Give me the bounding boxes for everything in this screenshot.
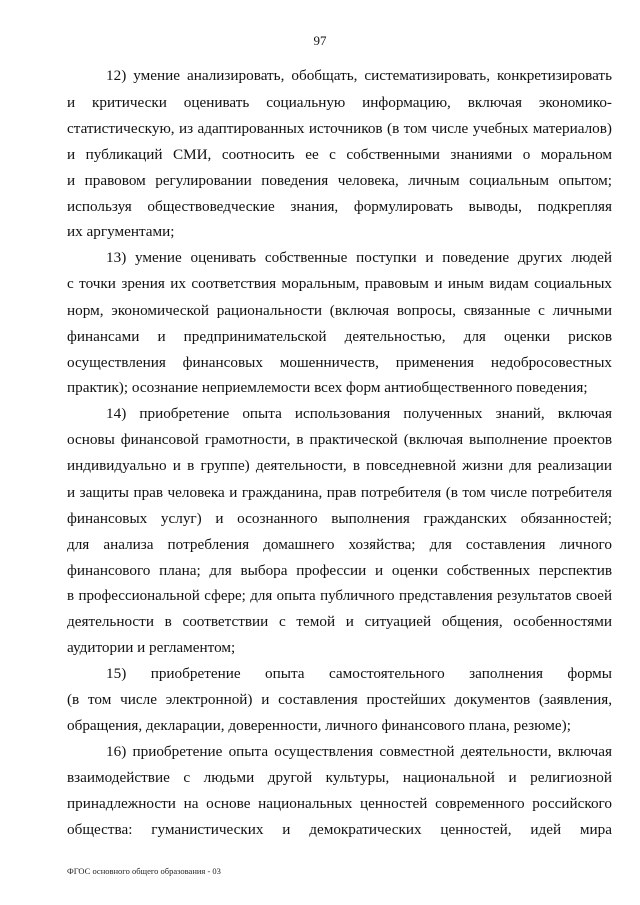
text-line: аудитории и регламентом; bbox=[67, 639, 236, 656]
page-number: 97 bbox=[313, 33, 327, 48]
text-line: 12) умение анализировать, обобщать, систематизировать, конкретизировать bbox=[106, 67, 612, 84]
text-line: деятельности в соответствии с темой и ситуацией общения, особенностями bbox=[67, 613, 612, 630]
text-line: и критически оценивать социальную информацию, включая экономико- bbox=[67, 94, 612, 111]
text-line: осуществления финансовых мошенничеств, применения недобросовестных bbox=[67, 354, 612, 371]
text-line: индивидуально и в группе) деятельности, в повседневной жизни для реализации bbox=[67, 457, 612, 474]
text-line: финансовых услуг) и осознанного выполнения гражданских обязанностей; bbox=[67, 510, 612, 527]
page-footer: ФГОС основного общего образования - 03 bbox=[67, 866, 221, 876]
text-line: 14) приобретение опыта использования полученных знаний, включая bbox=[106, 405, 612, 422]
text-line: взаимодействие с людьми другой культуры, национальной и религиозной bbox=[67, 769, 612, 786]
text-line: общества: гуманистических и демократических ценностей, идей мира bbox=[67, 821, 612, 838]
text-line: используя обществоведческие знания, формулировать выводы, подкрепляя bbox=[67, 198, 612, 215]
text-line: и правовом регулировании поведения человека, личным социальным опытом; bbox=[67, 172, 612, 189]
text-line: и публикаций СМИ, соотносить ее с собственными знаниями о моральном bbox=[67, 146, 612, 163]
text-line: основы финансовой грамотности, в практической (включая выполнение проектов bbox=[67, 431, 612, 448]
text-line: и защиты прав человека и гражданина, прав потребителя (в том числе потребителя bbox=[67, 484, 612, 501]
text-line: в профессиональной сфере; для опыта публичного представления результатов своей bbox=[67, 588, 612, 604]
text-line: 15) приобретение опыта самостоятельного заполнения формы bbox=[106, 665, 612, 682]
text-line: с точки зрения их соответствия моральным, правовым и иным видам социальных bbox=[67, 275, 612, 292]
text-line: норм, экономической рациональности (включая вопросы, связанные с личными bbox=[67, 302, 612, 319]
text-line: 16) приобретение опыта осуществления совместной деятельности, включая bbox=[106, 743, 612, 760]
text-line: обращения, декларации, доверенности, личного финансового плана, резюме); bbox=[67, 717, 571, 734]
text-line: финансового плана; для выбора профессии и оценки собственных перспектив bbox=[67, 562, 612, 579]
text-line: практик); осознание неприемлемости всех форм антиобщественного поведения; bbox=[67, 379, 588, 396]
text-line: 13) умение оценивать собственные поступки и поведение других людей bbox=[106, 249, 612, 266]
text-line: статистическую, из адаптированных источников (в том числе учебных материалов) bbox=[67, 120, 612, 137]
text-line: их аргументами; bbox=[67, 223, 175, 240]
text-line: финансами и предпринимательской деятельностью, для оценки рисков bbox=[67, 328, 612, 345]
text-line: принадлежности на основе национальных ценностей современного российского bbox=[67, 795, 612, 812]
text-line: (в том числе электронной) и составления простейших документов (заявления, bbox=[67, 691, 612, 708]
text-line: для анализа потребления домашнего хозяйства; для составления личного bbox=[67, 536, 612, 553]
